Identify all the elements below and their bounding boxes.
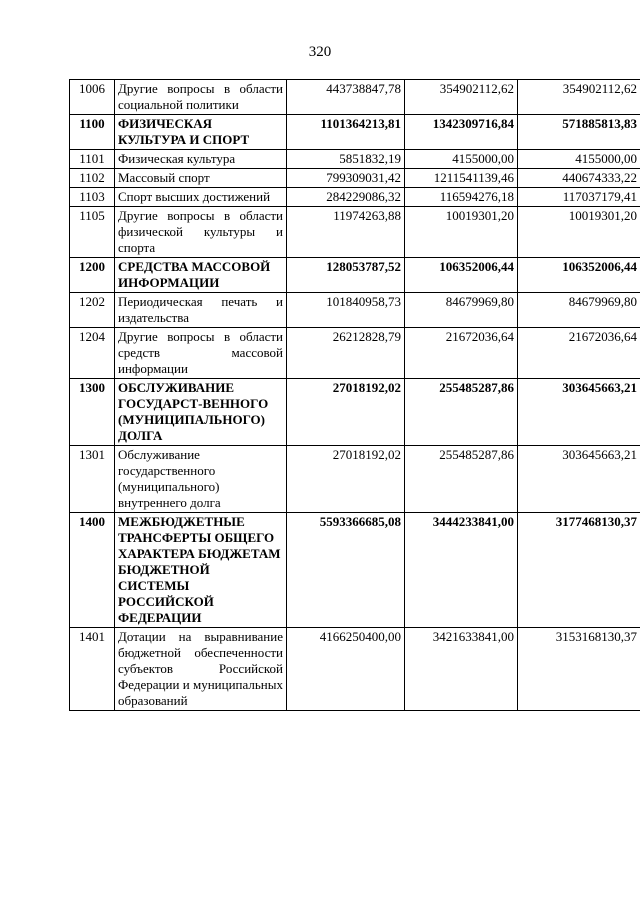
section-code: 1006: [70, 80, 115, 115]
table-row: [70, 446, 640, 513]
amount-year-3: 10019301,20: [518, 207, 640, 258]
table-row: [70, 80, 640, 115]
amount-year-1: 101840958,73: [287, 293, 405, 328]
section-name: Другие вопросы в области средств массовой информации: [115, 328, 287, 379]
section-code: 1105: [70, 207, 115, 258]
amount-year-2: 84679969,80: [405, 293, 518, 328]
section-code: 1103: [70, 188, 115, 207]
amount-year-2: 10019301,20: [405, 207, 518, 258]
section-code: 1100: [70, 115, 115, 150]
table-row: [70, 293, 640, 328]
section-name: Другие вопросы в области социальной политики: [115, 80, 287, 115]
table-row: [70, 628, 640, 711]
amount-year-3: 84679969,80: [518, 293, 640, 328]
amount-year-2: 3421633841,00: [405, 628, 518, 711]
amount-year-2: 354902112,62: [405, 80, 518, 115]
budget-table-body: [70, 80, 640, 711]
table-row: [70, 207, 640, 258]
amount-year-2: 21672036,64: [405, 328, 518, 379]
amount-year-1: 27018192,02: [287, 379, 405, 446]
section-code: 1401: [70, 628, 115, 711]
amount-year-3: 303645663,21: [518, 379, 640, 446]
section-name: Спорт высших достижений: [115, 188, 287, 207]
section-name: Обслуживание государственного (муниципального) внутреннего долга: [115, 446, 287, 513]
amount-year-1: 4166250400,00: [287, 628, 405, 711]
section-code: 1301: [70, 446, 115, 513]
section-name: Дотации на выравнивание бюджетной обеспеченности субъектов Российской Федерации и муниципальных образований: [115, 628, 287, 711]
table-row: [70, 150, 640, 169]
amount-year-1: 1101364213,81: [287, 115, 405, 150]
section-name: Периодическая печать и издательства: [115, 293, 287, 328]
amount-year-2: 116594276,18: [405, 188, 518, 207]
amount-year-1: 5593366685,08: [287, 513, 405, 628]
amount-year-3: 106352006,44: [518, 258, 640, 293]
section-name: Физическая культура: [115, 150, 287, 169]
amount-year-3: 3177468130,37: [518, 513, 640, 628]
section-code: 1400: [70, 513, 115, 628]
budget-table: [69, 79, 640, 711]
amount-year-3: 440674333,22: [518, 169, 640, 188]
section-name: МЕЖБЮДЖЕТНЫЕ ТРАНСФЕРТЫ ОБЩЕГО ХАРАКТЕРА БЮДЖЕТАМ БЮДЖЕТНОЙ СИСТЕМЫ РОССИЙСКОЙ ФЕДЕРАЦИИ: [115, 513, 287, 628]
section-name: ОБСЛУЖИВАНИЕ ГОСУДАРСТ-ВЕННОГО (МУНИЦИПАЛЬНОГО) ДОЛГА: [115, 379, 287, 446]
amount-year-2: 1211541139,46: [405, 169, 518, 188]
table-row-section: [70, 115, 640, 150]
amount-year-2: 4155000,00: [405, 150, 518, 169]
amount-year-3: 571885813,83: [518, 115, 640, 150]
amount-year-2: 1342309716,84: [405, 115, 518, 150]
section-code: 1204: [70, 328, 115, 379]
amount-year-1: 128053787,52: [287, 258, 405, 293]
table-row: [70, 169, 640, 188]
amount-year-1: 11974263,88: [287, 207, 405, 258]
section-name: ФИЗИЧЕСКАЯ КУЛЬТУРА И СПОРТ: [115, 115, 287, 150]
table-row: [70, 188, 640, 207]
page-number: 320: [308, 44, 332, 60]
amount-year-1: 27018192,02: [287, 446, 405, 513]
amount-year-3: 4155000,00: [518, 150, 640, 169]
amount-year-2: 106352006,44: [405, 258, 518, 293]
section-name: Другие вопросы в области физической культуры и спорта: [115, 207, 287, 258]
amount-year-3: 354902112,62: [518, 80, 640, 115]
amount-year-3: 117037179,41: [518, 188, 640, 207]
amount-year-1: 799309031,42: [287, 169, 405, 188]
table-row-section: [70, 379, 640, 446]
section-code: 1101: [70, 150, 115, 169]
section-code: 1200: [70, 258, 115, 293]
amount-year-3: 303645663,21: [518, 446, 640, 513]
table-row-section: [70, 513, 640, 628]
section-code: 1102: [70, 169, 115, 188]
amount-year-2: 255485287,86: [405, 446, 518, 513]
section-code: 1300: [70, 379, 115, 446]
amount-year-3: 3153168130,37: [518, 628, 640, 711]
section-code: 1202: [70, 293, 115, 328]
amount-year-2: 255485287,86: [405, 379, 518, 446]
table-row-section: [70, 258, 640, 293]
amount-year-2: 3444233841,00: [405, 513, 518, 628]
section-name: СРЕДСТВА МАССОВОЙ ИНФОРМАЦИИ: [115, 258, 287, 293]
table-row: [70, 328, 640, 379]
amount-year-1: 443738847,78: [287, 80, 405, 115]
amount-year-1: 284229086,32: [287, 188, 405, 207]
amount-year-1: 26212828,79: [287, 328, 405, 379]
amount-year-3: 21672036,64: [518, 328, 640, 379]
section-name: Массовый спорт: [115, 169, 287, 188]
amount-year-1: 5851832,19: [287, 150, 405, 169]
